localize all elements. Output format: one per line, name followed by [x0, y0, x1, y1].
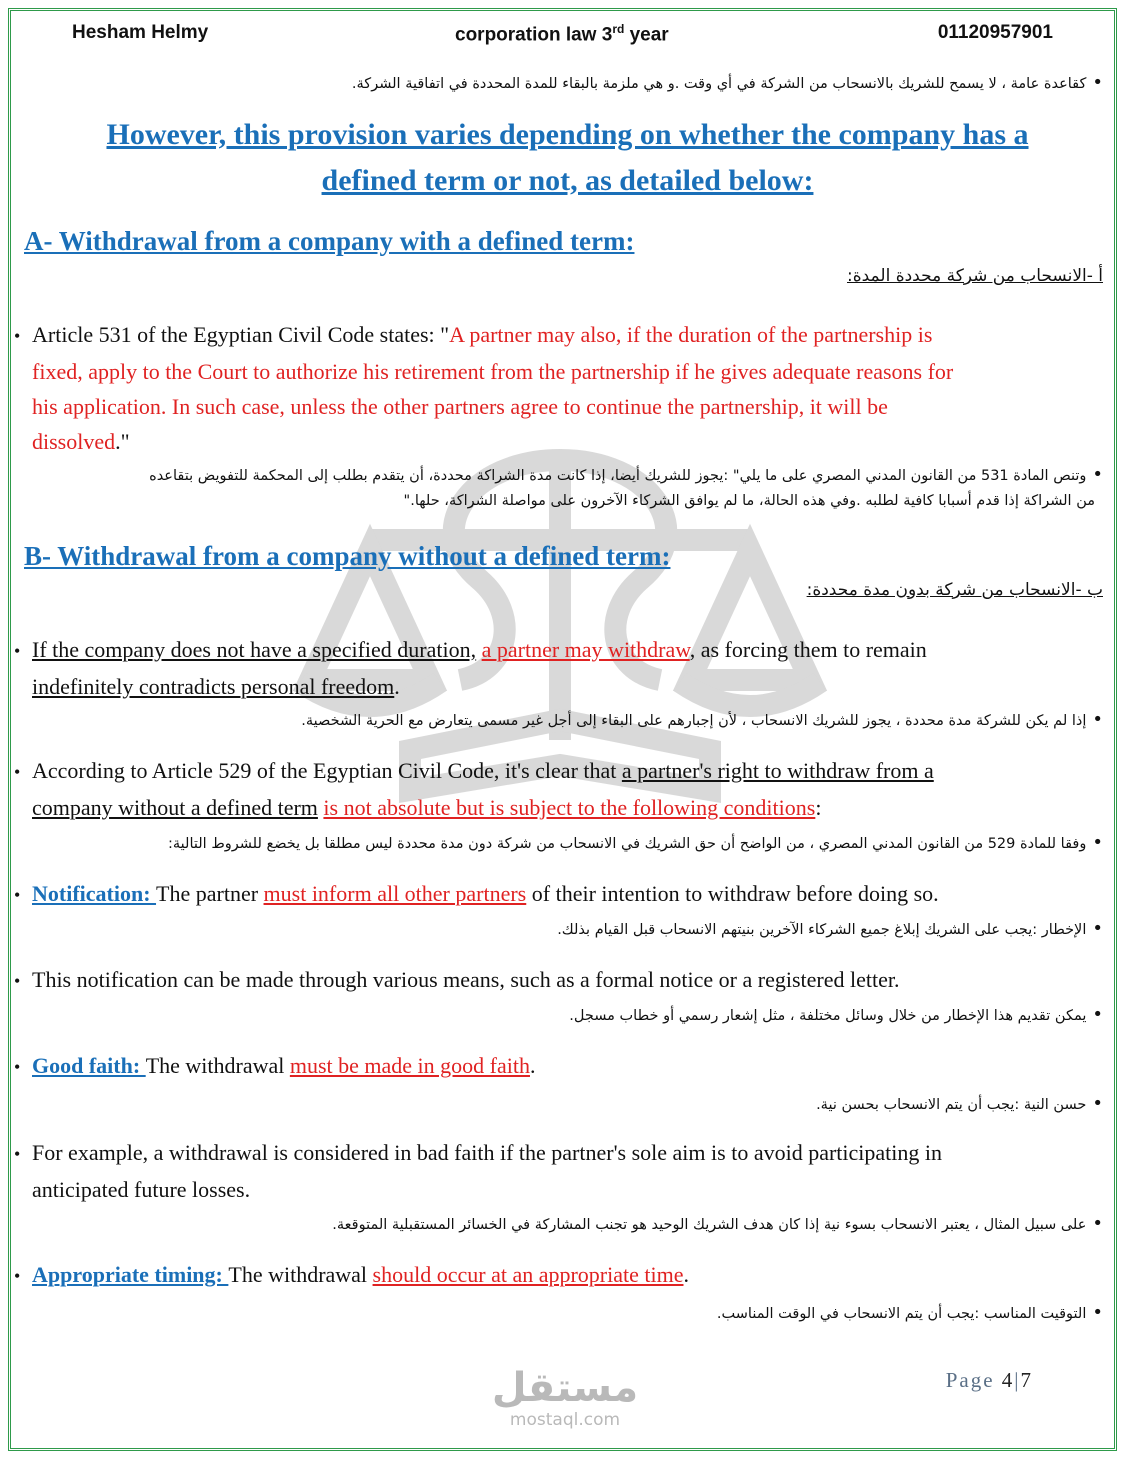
timing-paragraph [14, 1257, 1089, 1294]
example-ar-text: على سبيل المثال ، يعتبر الانسحاب بسوء نية إذا كان هدف الشريك الوحيد هو تجنب المشاركة في الخسائر المستقبلية المتوقعة. [332, 1217, 1087, 1233]
article-529-paragraph [14, 753, 1089, 825]
main-heading-line2: defined term or not, as detailed below: [321, 164, 814, 197]
example-paragraph [14, 1135, 1089, 1207]
page-label: Page [945, 1368, 995, 1392]
page-number [946, 1368, 1033, 1393]
page-current: 4 [1001, 1368, 1015, 1392]
example-ar [23, 1207, 1103, 1240]
article-quote-line1: A partner may also, if the duration of the partnership is [449, 322, 933, 347]
mostaql-watermark [490, 1366, 640, 1430]
header-author: Hesham Helmy [72, 22, 209, 43]
good-ar-text: حسن النية :يجب أن يتم الانسحاب بحسن نية. [816, 1097, 1087, 1113]
no-duration-paragraph [14, 632, 1089, 704]
good-faith-paragraph [14, 1048, 1089, 1085]
notif-text-b: of their intention to withdraw before doing so. [526, 881, 939, 906]
section-b-heading-ar: ب -الانسحاب من شركة بدون مدة محددة: [806, 580, 1103, 600]
notif-ar-text: الإخطار :يجب على الشريك إبلاغ جميع الشركاء الآخرين بنيتهم الانسحاب قبل القيام بذلك. [557, 922, 1087, 938]
bullet-icon: • [14, 762, 21, 782]
notification-paragraph [14, 876, 1089, 913]
article-531-ar-text1: وتنص المادة 531 من القانون المدني المصري على ما يلي" :يجوز للشريك أيضا، إذا كانت مدة الشراكة محددة، أن يتقدم بطلب إلى المحكمة للتفويض بتقاعده [149, 468, 1087, 484]
notif-red: must inform all other partners [263, 881, 527, 906]
article-531-paragraph [14, 317, 1089, 459]
article-531-ar-line1 [23, 458, 1103, 491]
means-ar [23, 998, 1103, 1031]
p2-red: is not absolute but is subject to the following conditions [323, 795, 816, 820]
p1-ar [23, 703, 1103, 736]
course-ordinal: rd [612, 22, 625, 36]
p1-end: . [394, 674, 400, 699]
timing-text-a: The withdrawal [228, 1262, 373, 1287]
bullet-icon: • [14, 326, 21, 346]
notif-text-a: The partner [156, 881, 264, 906]
bullet-icon: • [14, 1144, 21, 1164]
example-line2: anticipated future losses. [32, 1177, 251, 1202]
means-ar-text: يمكن تقديم هذا الإخطار من خلال وسائل مختلفة ، مثل إشعار رسمي أو خطاب مسجل. [569, 1008, 1087, 1024]
timing-red: should occur at an appropriate time [372, 1262, 684, 1287]
p2-underlined2: company without a defined term [32, 795, 318, 820]
watermark-latin: mostaql.com [509, 1410, 621, 1430]
good-faith-keyword: Good faith: [32, 1053, 146, 1078]
section-b-heading: B- Withdrawal from a company without a defined term: [24, 541, 671, 571]
article-quote-line4: dissolved [32, 429, 116, 454]
bullet-icon: • [14, 641, 21, 661]
page-separator: | [1014, 1368, 1021, 1392]
course-suffix: year [624, 24, 669, 46]
p2-ar [23, 826, 1103, 859]
p1-text-b: , as forcing them to remain [689, 637, 927, 662]
p1-red: a partner may withdraw [481, 637, 690, 662]
section-a-heading: A- Withdrawal from a company with a defined term: [24, 226, 635, 256]
means-paragraph [14, 962, 1089, 999]
p2-end: : [815, 795, 822, 820]
p1-text-a: If the company does not have a specified duration, [32, 637, 477, 662]
p2-underlined1: a partner's right to withdraw from a [621, 758, 934, 783]
notification-keyword: Notification: [32, 881, 157, 906]
p1-line2: indefinitely contradicts personal freedom [32, 674, 395, 699]
intro-ar-text: كقاعدة عامة ، لا يسمح للشريك بالانسحاب من الشركة في أي وقت .و هي ملزمة بالبقاء للمدة المحددة في اتفاقية الشركة. [351, 76, 1087, 92]
timing-ar-text: التوقيت المناسب :يجب أن يتم الانسحاب في الوقت المناسب. [716, 1306, 1087, 1322]
timing-keyword: Appropriate timing: [32, 1262, 229, 1287]
header-phone: 01120957901 [937, 22, 1053, 43]
watermark-arabic: مستقل [491, 1365, 639, 1411]
article-suffix: ." [115, 429, 130, 454]
p1-ar-text: إذا لم يكن للشركة مدة محددة ، يجوز للشريك الانسحاب ، لأن إجبارهم على البقاء إلى أجل غير مسمى يتعارض مع الحرية الشخصية. [301, 713, 1087, 729]
means-text: This notification can be made through various means, such as a formal notice or a registered letter. [32, 967, 900, 992]
article-quote-line3: his application. In such case, unless the other partners agree to continue the partnership, it will be [32, 394, 888, 419]
good-red: must be made in good faith [289, 1053, 530, 1078]
notif-ar [23, 912, 1103, 945]
good-ar [23, 1087, 1103, 1120]
page-total: 7 [1020, 1368, 1033, 1392]
example-line1: For example, a withdrawal is considered in bad faith if the partner's sole aim is to avoid participating in [32, 1140, 942, 1165]
good-end: . [529, 1053, 536, 1078]
article-quote-line2: fixed, apply to the Court to authorize his retirement from the partnership if he gives adequate reasons for [32, 359, 954, 384]
bullet-icon: • [14, 971, 21, 991]
header-course [455, 22, 669, 46]
intro-ar [23, 66, 1103, 99]
article-531-ar-line2: من الشراكة إذا قدم أسبابا كافية لطلبه .وفي هذه الحالة، ما لم يوافق الشركاء الآخرون على مواصلة الشراكة، حلها." [403, 493, 1095, 509]
timing-ar [23, 1296, 1103, 1329]
main-heading-line1: However, this provision varies depending on whether the company has a [106, 118, 1029, 151]
p2-text-a: According to Article 529 of the Egyptian Civil Code, it's clear that [32, 758, 622, 783]
bullet-icon: • [14, 1057, 21, 1077]
course-name: corporation law 3 [455, 24, 613, 46]
p2-ar-text: وفقا للمادة 529 من القانون المدني المصري ، من الواضح أن حق الشريك في الانسحاب من شركة دون مدة محددة ليس مطلقا بل يخضع للشروط التالية: [168, 836, 1087, 852]
good-text-a: The withdrawal [145, 1053, 290, 1078]
bullet-icon: • [14, 885, 21, 905]
bullet-icon: • [14, 1266, 21, 1286]
article-prefix: Article 531 of the Egyptian Civil Code states: " [32, 322, 450, 347]
timing-end: . [683, 1262, 689, 1287]
section-a-heading-ar: أ -الانسحاب من شركة محددة المدة: [847, 266, 1103, 286]
